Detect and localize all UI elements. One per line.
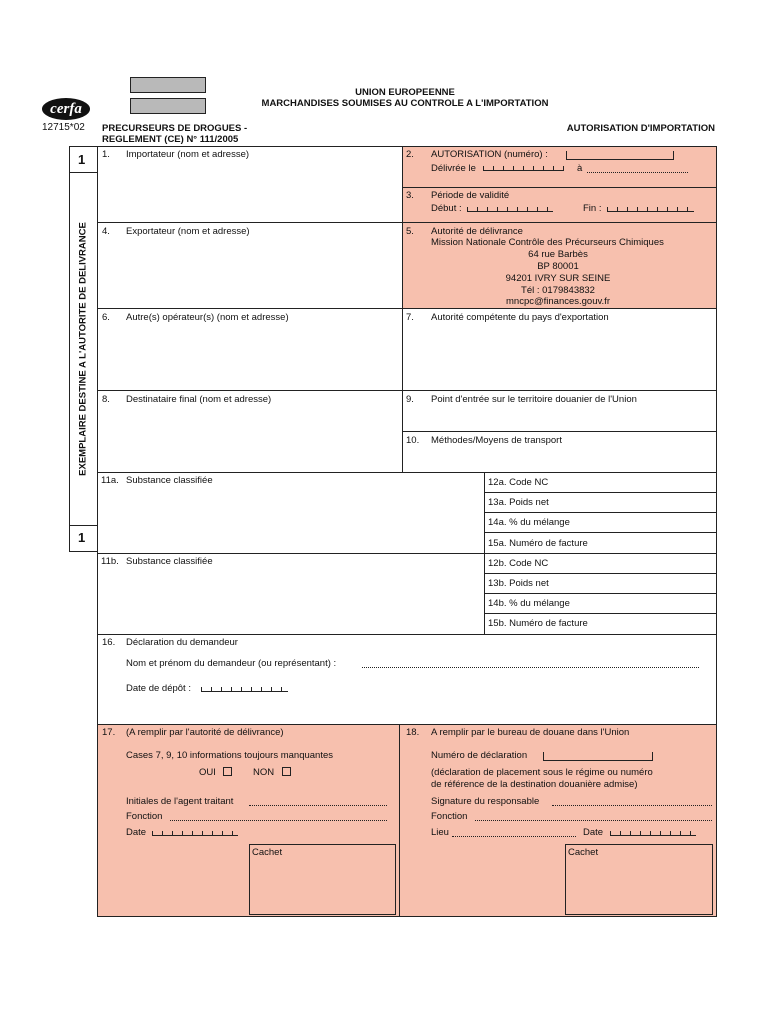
box5-line: mncpc@finances.gouv.fr [506,296,610,307]
vertical-copy-label: EXEMPLAIRE DESTINE A L'AUTORITE DE DELIVRANCE [77,222,89,476]
box6-label: Autre(s) opérateur(s) (nom et adresse) [126,312,289,323]
header-field-top[interactable] [130,77,206,93]
box12b-label: 12b. Code NC [488,558,549,569]
issued-date-field[interactable] [483,164,564,171]
box9-label: Point d'entrée sur le territoire douanier de l'Union [431,394,637,405]
place-field[interactable] [452,836,576,837]
box1-label: Importateur (nom et adresse) [126,149,250,160]
box14a-label: 14a. % du mélange [488,517,570,528]
box2-number: 2. [406,149,414,160]
signature-label: Signature du responsable [431,796,540,807]
box15b-label: 15b. Numéro de facture [488,618,588,629]
box18-function-label: Fonction [431,811,468,822]
box17-function-field[interactable] [170,820,387,821]
box18-date-label: Date [583,827,604,838]
box17-cases-text: Cases 7, 9, 10 informations toujours manquantes [126,750,334,761]
copy-number-top: 1 [78,152,86,167]
validity-start-field[interactable] [467,205,553,212]
box5-label: Autorité de délivrance [431,226,523,237]
box13b-label: 13b. Poids net [488,578,549,589]
box9-number: 9. [406,394,414,405]
non-checkbox[interactable] [282,767,291,776]
non-label: NON [253,767,275,778]
box18-stamp-label: Cachet [568,847,599,858]
declaration-note-1: (déclaration de placement sous le régime ou numéro [431,767,653,778]
box10-number: 10. [406,435,420,446]
validity-end-field[interactable] [607,205,694,212]
box6-number: 6. [102,312,110,323]
box16-number: 16. [102,637,116,648]
header-field-bottom[interactable] [130,98,206,114]
form-number: 12715*02 [42,122,85,133]
box2-issued-label: Délivrée le [431,163,476,174]
box5-number: 5. [406,226,414,237]
box18-number: 18. [406,727,420,738]
box13a-label: 13a. Poids net [488,497,549,508]
box18-date-field[interactable] [610,829,696,836]
logo-text: cerfa [50,101,82,117]
oui-label: OUI [199,767,216,778]
box12a-label: 12a. Code NC [488,477,549,488]
box18-label: A remplir par le bureau de douane dans l'Union [431,727,630,738]
box5-line: Mission Nationale Contrôle des Précurseurs Chimiques [431,237,664,248]
box2-label: AUTORISATION (numéro) : [431,149,548,160]
box2-at-label: à [577,163,583,174]
agent-initials-label: Initiales de l'agent traitant [126,796,234,807]
place-label: Lieu [431,827,449,838]
box3-number: 3. [406,190,414,201]
box11a-number: 11a. [101,475,119,486]
subject-line-2: REGLEMENT (CE) N° 111/2005 [102,134,239,145]
issued-place-field[interactable] [587,172,688,173]
declaration-note-2: de référence de la destination douanière admise) [431,779,638,790]
document-type: AUTORISATION D'IMPORTATION [566,123,715,134]
applicant-name-field[interactable] [362,667,699,668]
box4-number: 4. [102,226,110,237]
oui-checkbox[interactable] [223,767,232,776]
box15a-label: 15a. Numéro de facture [488,538,588,549]
copy-number-bottom: 1 [78,530,86,545]
box8-number: 8. [102,394,110,405]
box10-label: Méthodes/Moyens de transport [431,435,562,446]
box17-date-field[interactable] [152,829,238,836]
box5-line: BP 80001 [537,261,579,272]
box3-start-label: Début : [431,203,462,214]
agent-initials-field[interactable] [249,805,387,806]
box18-function-field[interactable] [475,820,712,821]
signature-field[interactable] [552,805,712,806]
box8-label: Destinataire final (nom et adresse) [126,394,272,405]
box5-line: Tél : 0179843832 [521,285,595,296]
box5-line: 64 rue Barbès [528,249,588,260]
filing-date-field[interactable] [201,685,288,692]
box3-end-label: Fin : [583,203,602,214]
box11b-label: Substance classifiée [126,556,213,567]
box17-stamp-label: Cachet [252,847,283,858]
title-line-1: UNION EUROPEENNE [355,87,455,98]
title-line-2: MARCHANDISES SOUMISES AU CONTROLE A L'IMPORTATION [261,98,549,109]
box11b-number: 11b. [101,556,119,567]
box17-date-label: Date [126,827,147,838]
box7-label: Autorité compétente du pays d'exportation [431,312,609,323]
box14b-label: 14b. % du mélange [488,598,570,609]
applicant-name-label: Nom et prénom du demandeur (ou représentant) : [126,658,337,669]
box17-number: 17. [102,727,116,738]
declaration-number-label: Numéro de déclaration [431,750,528,761]
box11a-label: Substance classifiée [126,475,213,486]
declaration-number-field[interactable] [543,752,653,761]
box4-label: Exportateur (nom et adresse) [126,226,250,237]
cerfa-logo [41,97,91,121]
subject-line-1: PRECURSEURS DE DROGUES - [102,123,248,134]
filing-date-label: Date de dépôt : [126,683,191,694]
box16-label: Déclaration du demandeur [126,637,238,648]
box7-number: 7. [406,312,414,323]
authorization-number-field[interactable] [566,151,674,160]
box5-line: 94201 IVRY SUR SEINE [505,273,611,284]
box1-number: 1. [102,149,110,160]
box17-label: (A remplir par l'autorité de délivrance) [126,727,284,738]
box3-label: Période de validité [431,190,510,201]
box17-function-label: Fonction [126,811,163,822]
